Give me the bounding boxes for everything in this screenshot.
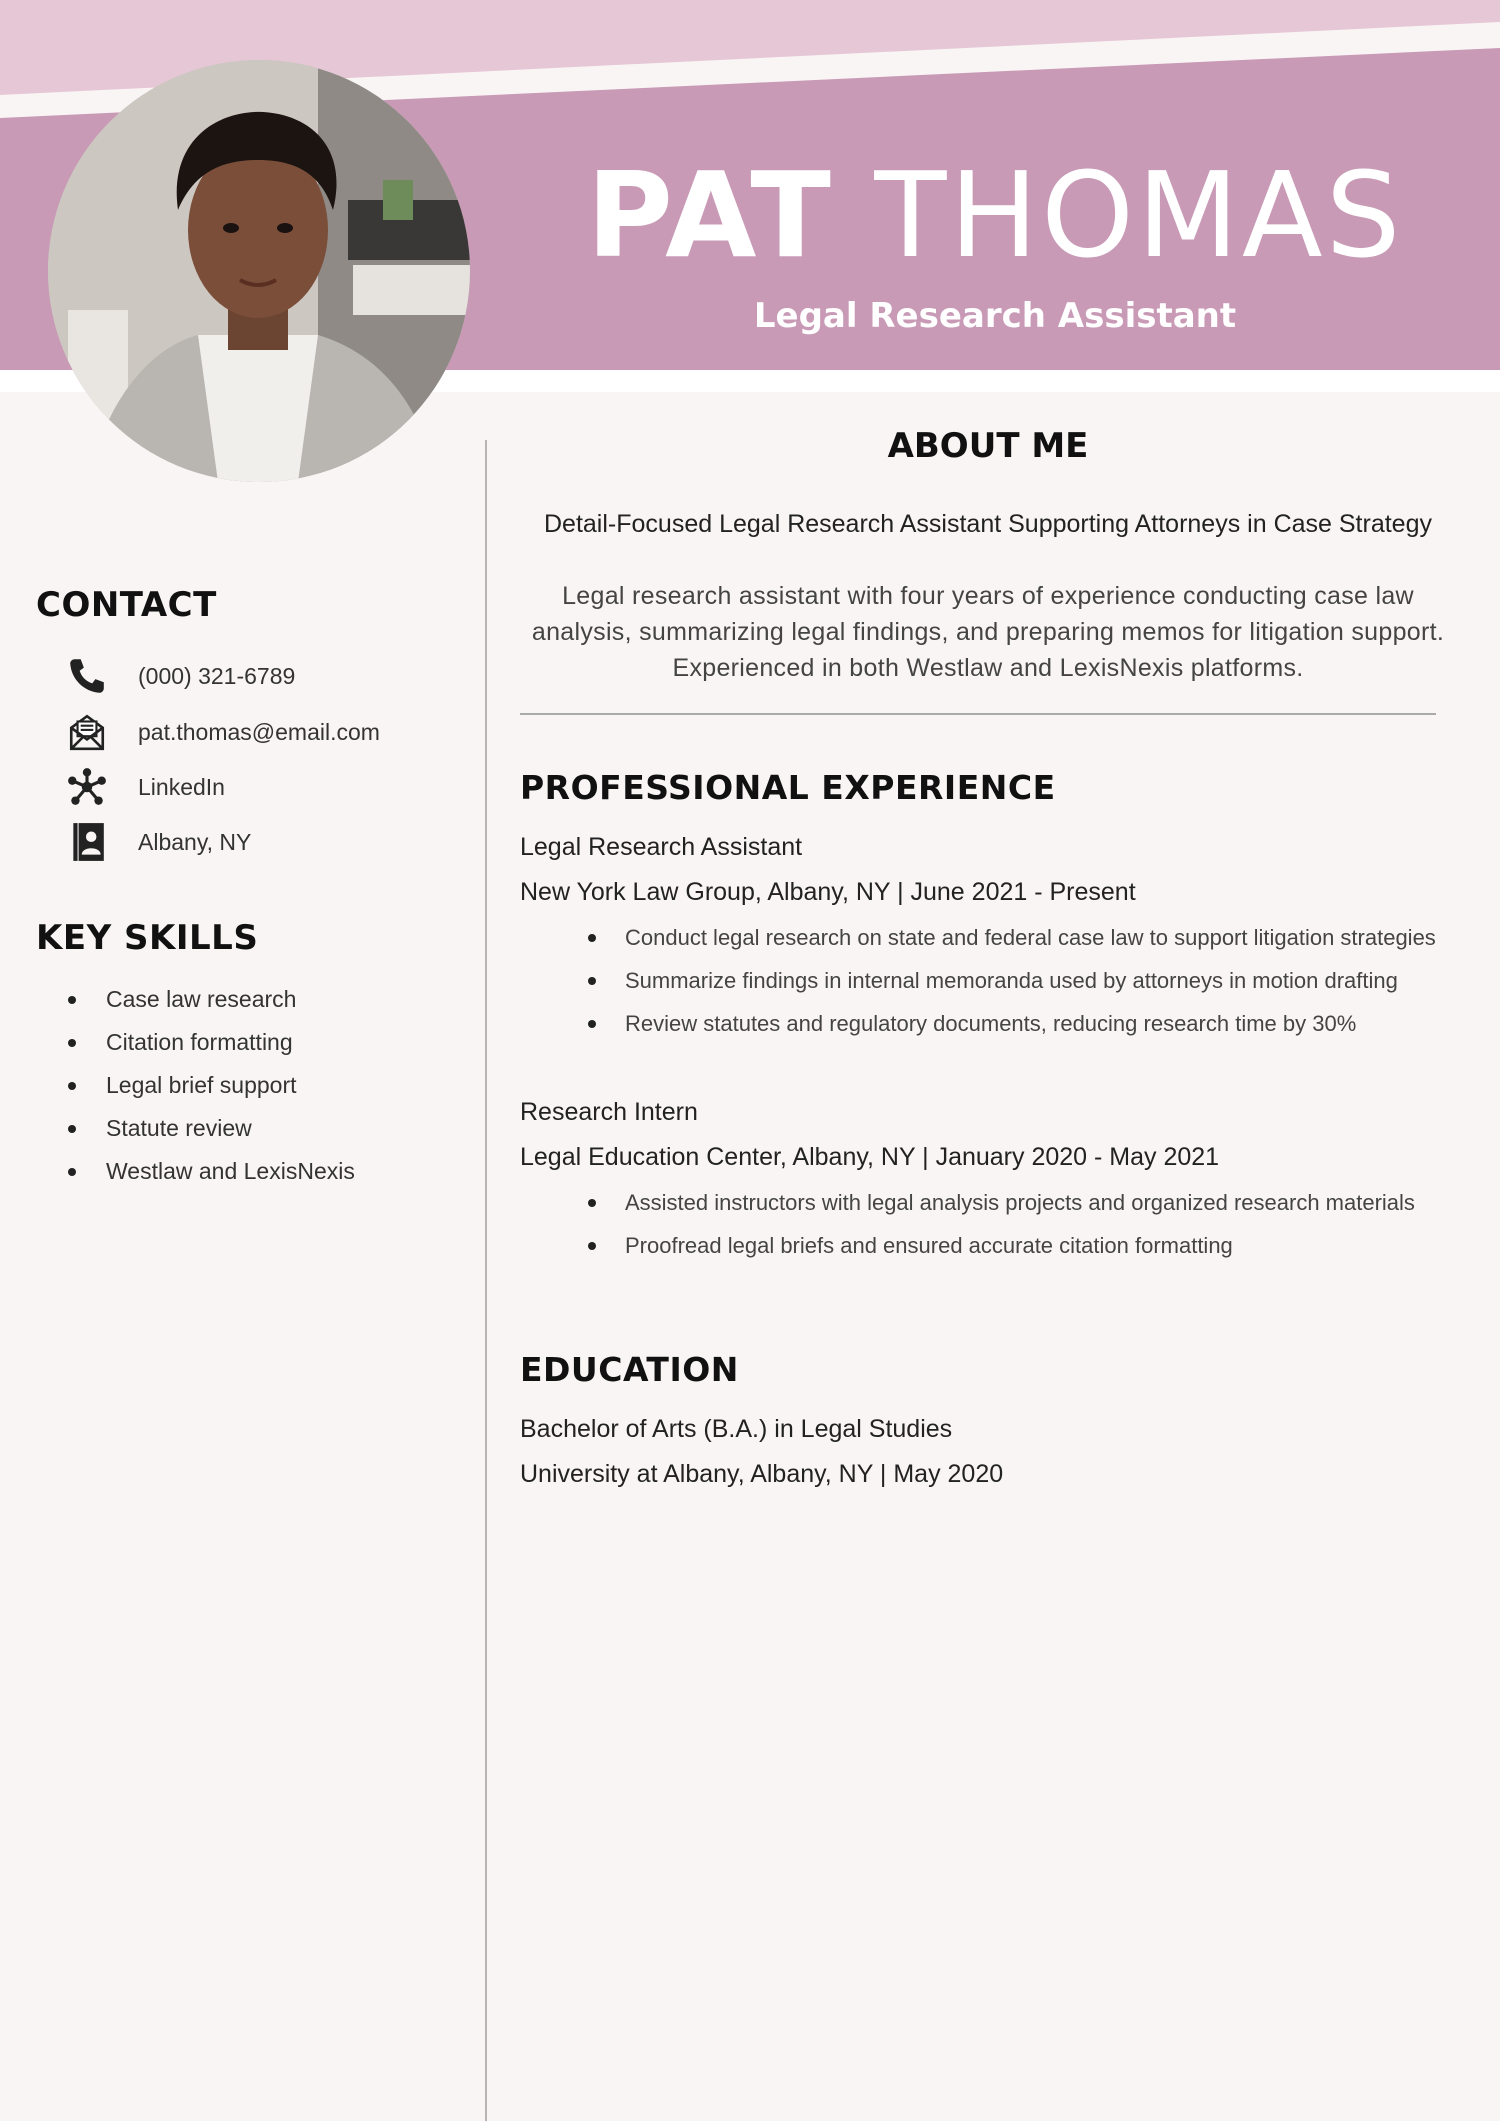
job-title: Research Intern <box>520 1098 698 1126</box>
network-icon <box>62 765 112 809</box>
job-bullet: Review statutes and regulatory documents, reducing research time by 30% <box>520 1008 1460 1039</box>
job-bullet: Proofread legal briefs and ensured accurate citation formatting <box>520 1230 1460 1261</box>
education-degree: Bachelor of Arts (B.A.) in Legal Studies <box>520 1415 953 1443</box>
skill-item: Statute review <box>36 1111 355 1154</box>
email-text: pat.thomas@email.com <box>138 718 380 745</box>
candidate-role: Legal Research Assistant <box>753 296 1237 336</box>
envelope-icon <box>62 710 112 754</box>
about-divider <box>520 713 1436 715</box>
last-name: THOMAS <box>874 146 1404 284</box>
contact-phone <box>62 654 295 698</box>
about-subtitle: Detail-Focused Legal Research Assistant Supporting Attorneys in Case Strategy <box>544 510 1432 538</box>
job-bullets <box>520 922 1460 1051</box>
column-divider <box>485 440 487 2121</box>
candidate-name <box>520 146 1470 284</box>
about-body: Legal research assistant with four years of experience conducting case law analysis, summarizing legal findings, and preparing memos for litigation support. Experienced in both Westlaw and LexisNexis platforms. <box>531 582 1445 682</box>
location-text: Albany, NY <box>138 828 252 855</box>
linkedin-text: LinkedIn <box>138 773 225 800</box>
job-title: Legal Research Assistant <box>520 833 803 861</box>
skill-item: Citation formatting <box>36 1025 355 1068</box>
job-org: Legal Education Center, Albany, NY | January 2020 - May 2021 <box>520 1143 1220 1171</box>
contact-location <box>62 820 251 864</box>
skills-list <box>36 982 355 1197</box>
profile-photo <box>48 60 470 482</box>
education-school: University at Albany, Albany, NY | May 2020 <box>520 1460 1004 1488</box>
contact-email <box>62 710 380 754</box>
first-name: PAT <box>586 146 834 284</box>
job-bullet: Summarize findings in internal memoranda used by attorneys in motion drafting <box>520 965 1460 996</box>
skill-item: Legal brief support <box>36 1068 355 1111</box>
job-bullets <box>520 1187 1460 1273</box>
skill-item: Case law research <box>36 982 355 1025</box>
job-bullet: Assisted instructors with legal analysis projects and organized research materials <box>520 1187 1460 1218</box>
phone-icon <box>62 654 112 698</box>
experience-heading: PROFESSIONAL EXPERIENCE <box>520 768 1056 807</box>
phone-text: (000) 321-6789 <box>138 662 296 689</box>
job-bullet: Conduct legal research on state and federal case law to support litigation strategies <box>520 922 1460 953</box>
address-book-icon <box>62 820 112 864</box>
contact-linkedin <box>62 765 225 809</box>
job-org: New York Law Group, Albany, NY | June 2021 - Present <box>520 878 1136 906</box>
contact-heading: CONTACT <box>36 585 217 625</box>
about-heading: ABOUT ME <box>887 426 1089 466</box>
skill-item: Westlaw and LexisNexis <box>36 1154 355 1197</box>
education-heading: EDUCATION <box>520 1350 739 1389</box>
skills-heading: KEY SKILLS <box>36 918 259 958</box>
